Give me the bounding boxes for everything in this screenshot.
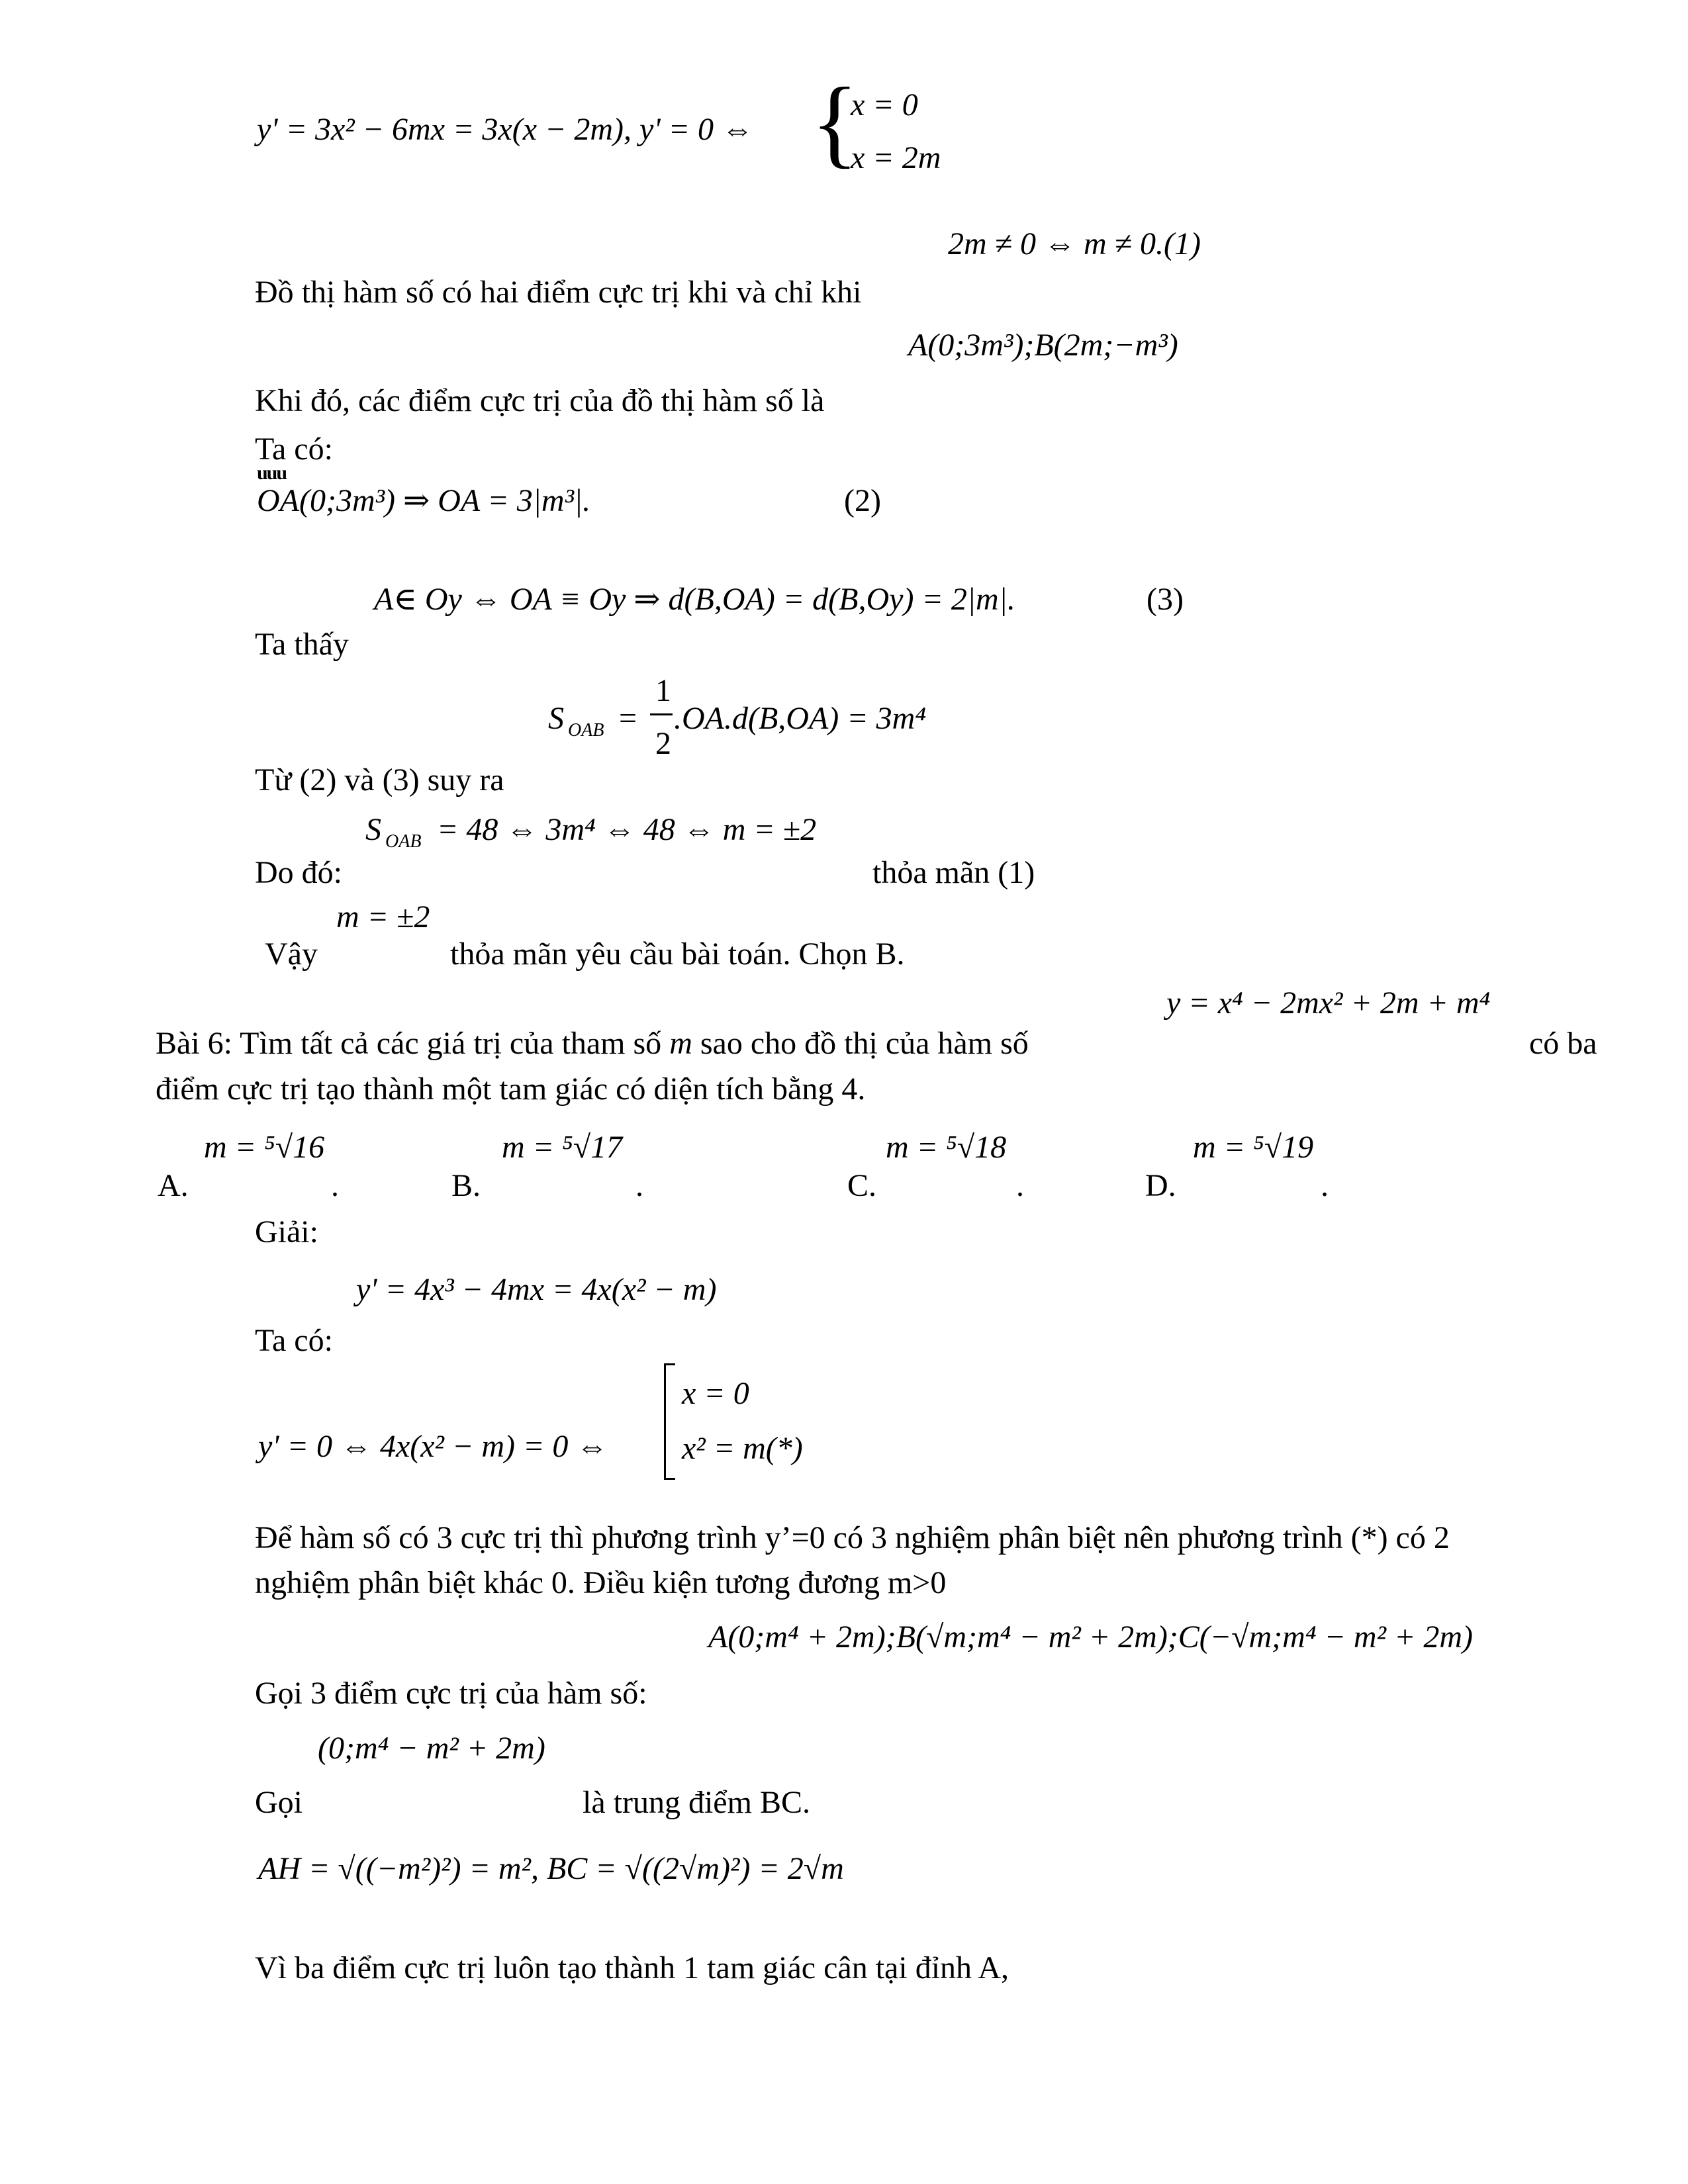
option-c-letter[interactable]: C. (847, 1168, 877, 1203)
area48-subscript: OAB (385, 831, 422, 852)
text-trung-diem: là trung điểm BC. (583, 1785, 810, 1820)
text-goi: Gọi (255, 1785, 303, 1820)
points-A-B: A(0;3m³);B(2m;−m³) (908, 328, 1178, 363)
option-c-value: m = ⁵√18 (886, 1130, 1007, 1165)
point-H: (0;m⁴ − m² + 2m) (318, 1731, 545, 1766)
system-2-line-2: x² = m(*) (682, 1431, 803, 1466)
points-A-B-C: A(0;m⁴ + 2m);B(√m;m⁴ − m² + 2m);C(−√m;m⁴ − m² + 2m) (708, 1619, 1473, 1655)
problem-6-line-2: điểm cực trị tạo thành một tam giác có diện tích bằng 4. (156, 1071, 866, 1107)
option-b-dot: . (635, 1168, 643, 1203)
option-d-value: m = ⁵√19 (1193, 1130, 1314, 1165)
problem-6-line-1 (156, 1028, 1029, 1060)
equation-derivative-2: y' = 4x³ − 4mx = 4x(x² − m) (356, 1272, 717, 1307)
system-bracket-2 (664, 1363, 675, 1480)
system-brace-1: { (811, 68, 859, 177)
text-nghiem: nghiệm phân biệt khác 0. Điều kiện tương đương m>0 (255, 1565, 947, 1600)
vector-overmark: uuu (257, 462, 287, 484)
problem-6-text-b: sao cho đồ thị của hàm số (700, 1026, 1029, 1061)
text-final: Vì ba điểm cực trị luôn tạo thành 1 tam giác cân tại đỉnh A, (255, 1950, 1009, 1985)
text-when: Khi đó, các điểm cực trị của đồ thị hàm số là (255, 383, 825, 418)
text-ta-thay: Ta thấy (255, 627, 349, 662)
system-1-line-1: x = 0 (851, 87, 918, 122)
text-ta-co-1: Ta có: (255, 432, 333, 467)
option-a-dot: . (331, 1168, 339, 1203)
equation-OA: OA(0;3m³) ⇒ OA = 3|m³|. (257, 483, 591, 518)
condition-1: 2m ≠ 0 ⇔ m ≠ 0.(1) (948, 226, 1201, 261)
text-de-ham-so: Để hàm số có 3 cực trị thì phương trình y’=0 có 3 nghiệm phân biệt nên phương trình (*) có 2 (255, 1520, 1450, 1555)
label-2: (2) (844, 483, 881, 518)
option-d-letter[interactable]: D. (1145, 1168, 1176, 1203)
system-2-line-1: x = 0 (682, 1376, 749, 1411)
text-do-do: Do đó: (255, 855, 342, 890)
label-3: (3) (1147, 582, 1184, 617)
option-b-letter[interactable]: B. (451, 1168, 481, 1203)
result-m: m = ±2 (336, 899, 430, 934)
area48-equation: = 48 ⇔ 3m⁴ ⇔ 48 ⇔ m = ±2 (437, 812, 817, 847)
area-symbol: S (548, 701, 564, 736)
fraction-denominator: 2 (655, 726, 671, 761)
equation-AH-BC: AH = √((−m²)²) = m², BC = √((2√m)²) = 2√m (258, 1851, 844, 1886)
option-a-value: m = ⁵√16 (204, 1130, 325, 1165)
fraction-numerator: 1 (655, 673, 671, 708)
problem-6-co-ba: có ba (1529, 1026, 1597, 1061)
equation-y-zero: y' = 0 ⇔ 4x(x² − m) = 0 ⇔ (258, 1429, 608, 1464)
text-vay: Vậy (265, 936, 318, 972)
option-b-value: m = ⁵√17 (502, 1130, 623, 1165)
text-from-2-3: Từ (2) và (3) suy ra (255, 762, 504, 797)
function-equation: y = x⁴ − 2mx² + 2m + m⁴ (1166, 985, 1491, 1021)
equation-distance: A∈ Oy ⇔ OA ≡ Oy ⇒ d(B,OA) = d(B,Oy) = 2|m|. (374, 582, 1015, 617)
option-a-letter[interactable]: A. (158, 1168, 189, 1203)
system-1-line-2: x = 2m (851, 140, 941, 175)
area-equals: = (619, 701, 637, 736)
option-c-dot: . (1016, 1168, 1024, 1203)
text-giai: Giải: (255, 1214, 318, 1250)
text-conclusion: thỏa mãn yêu cầu bài toán. Chọn B. (450, 936, 905, 972)
text-two-extrema: Đồ thị hàm số có hai điểm cực trị khi và chỉ khi (255, 275, 862, 310)
text-ta-co-2: Ta có: (255, 1323, 333, 1358)
text-thoa-man-1: thỏa mãn (1) (872, 855, 1035, 890)
problem-6-param: m (669, 1026, 692, 1061)
option-d-dot: . (1321, 1168, 1329, 1203)
area-formula: .OA.d(B,OA) = 3m⁴ (674, 701, 926, 736)
text-goi-3-diem: Gọi 3 điểm cực trị của hàm số: (255, 1676, 647, 1711)
area-subscript: OAB (568, 720, 604, 741)
area48-symbol: S (365, 812, 381, 847)
problem-6-text-a: Bài 6: Tìm tất cả các giá trị của tham số (156, 1026, 662, 1061)
fraction-bar (650, 713, 673, 715)
equation-derivative-1: y' = 3x² − 6mx = 3x(x − 2m), y' = 0 ⇔ (257, 112, 753, 147)
